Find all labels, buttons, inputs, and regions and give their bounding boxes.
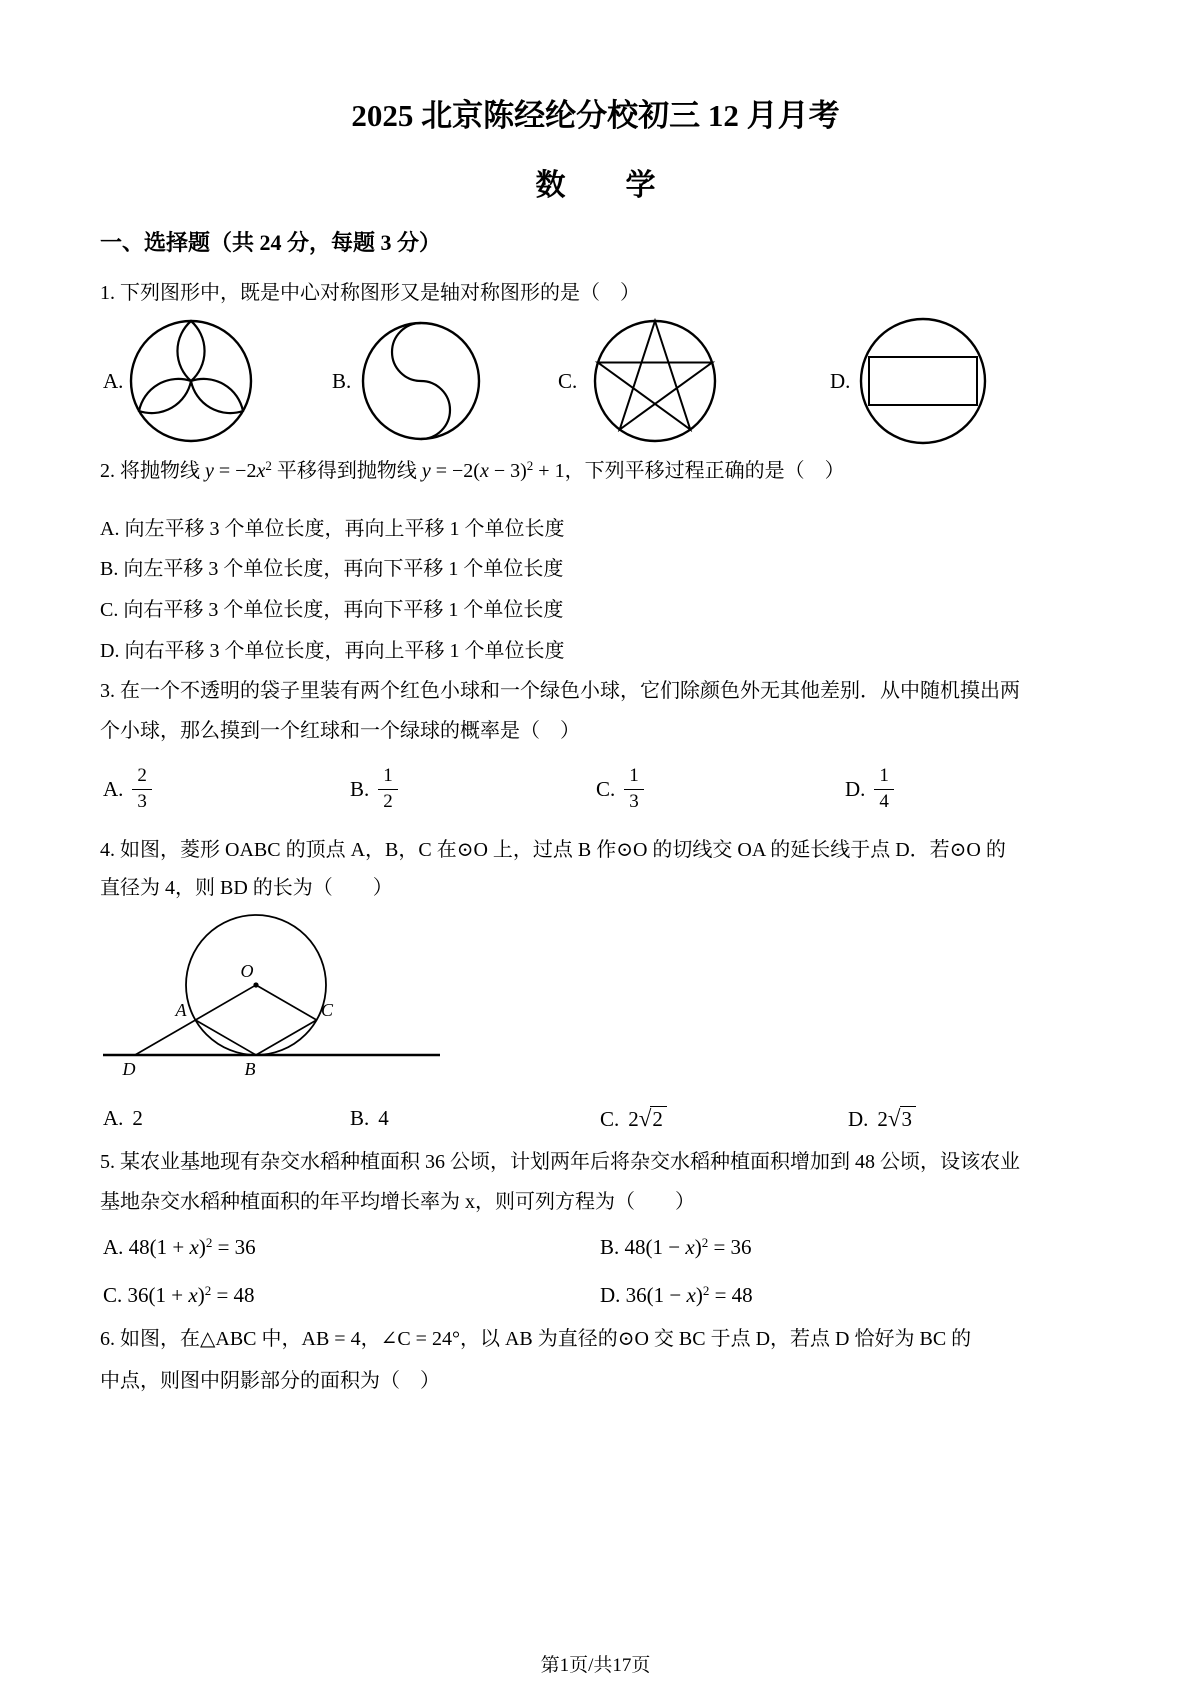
- q2-stem-mid: 平移得到抛物线: [271, 460, 422, 482]
- fraction-denominator: 4: [879, 790, 889, 812]
- q1-option-b-label: B.: [332, 369, 352, 393]
- radical-icon: √: [887, 1106, 901, 1131]
- q4-figure-label-O: O: [240, 961, 254, 981]
- q5-option-a-label: A.: [103, 1235, 124, 1259]
- q6-stem-line1: 6. 如图，在△ABC 中，AB = 4，∠C = 24°，以 AB 为直径的⊙O 交 BC 于点 D，若点 D 恰好为 BC 的: [100, 1328, 972, 1350]
- q4-option-d: [848, 1106, 916, 1132]
- q4-stem-line1: 4. 如图，菱形 OABC 的顶点 A，B，C 在⊙O 上，过点 B 作⊙O 的切线交 OA 的延长线于点 D．若⊙O 的: [100, 839, 1006, 861]
- fraction-numerator: 1: [624, 764, 644, 790]
- equation-lhs: 36(1 +: [127, 1283, 189, 1307]
- q4-option-c: [600, 1106, 667, 1132]
- q2-stem-suffix: ，下列平移过程正确的是（ ）: [564, 460, 845, 482]
- q2-eq4: + 1: [533, 460, 565, 482]
- equation-exponent: 2: [701, 1235, 709, 1250]
- q3-option-c-label: C.: [596, 776, 616, 801]
- sqrt-coefficient: 2: [628, 1107, 639, 1131]
- q2-var-y1: y: [205, 460, 214, 482]
- page-number: 第1页/共17页: [540, 1655, 651, 1676]
- equation-variable: x: [685, 1235, 695, 1259]
- q3-option-b: [350, 760, 398, 818]
- q5-option-a: [103, 1233, 256, 1261]
- q4-option-a-value: 2: [132, 1106, 143, 1130]
- q4-option-a-label: A.: [103, 1106, 124, 1130]
- equation-lhs: 48(1 +: [128, 1235, 190, 1259]
- q3-option-a-label: A.: [103, 776, 124, 801]
- q4-option-a: [103, 1106, 143, 1131]
- q1-option-a-label: A.: [103, 369, 124, 393]
- equation-variable: x: [189, 1235, 199, 1259]
- q3-option-b-label: B.: [350, 776, 370, 801]
- q6-stem-line2: 中点，则图中阴影部分的面积为（ ）: [100, 1370, 440, 1392]
- equation-variable: x: [686, 1283, 696, 1307]
- q1-option-d-label: D.: [830, 369, 851, 393]
- q5-stem-line2: 基地杂交水稻种植面积的年平均增长率为 x，则可列方程为（ ）: [100, 1191, 695, 1213]
- exam-title: 2025 北京陈经纶分校初三 12 月月考: [351, 98, 840, 133]
- equation-rhs: = 36: [708, 1235, 752, 1259]
- q5-stem-line1: 5. 某农业基地现有杂交水稻种植面积 36 公顷，计划两年后将杂交水稻种植面积增加到 48 公顷，设该农业: [100, 1151, 1020, 1173]
- equation-rhs: = 36: [212, 1235, 256, 1259]
- q3-option-d: [845, 760, 894, 818]
- radicand: 2: [650, 1106, 667, 1132]
- equation-close: ): [694, 1235, 702, 1259]
- q5-option-d-label: D.: [600, 1283, 621, 1307]
- fraction-numerator: 1: [874, 764, 894, 790]
- q3-option-c-fraction: [624, 764, 644, 814]
- q4-figure-circle-rhombus-tangent: [95, 903, 455, 1088]
- q3-option-d-fraction: [874, 764, 894, 814]
- q1-figure-d-rectangle-icon: [858, 316, 988, 446]
- q3-option-a: [103, 760, 152, 818]
- q1-stem: 1. 下列图形中，既是中心对称图形又是轴对称图形的是（ ）: [100, 282, 640, 304]
- q2-stem: [100, 458, 845, 485]
- q4-figure-label-D: D: [122, 1059, 136, 1079]
- q2-eq2: = −2(: [430, 460, 480, 482]
- q1-option-c-label: C.: [558, 369, 578, 393]
- q5-option-b: [600, 1233, 752, 1261]
- q4-figure-label-B: B: [244, 1059, 256, 1079]
- q5-option-b-label: B.: [600, 1235, 620, 1259]
- q2-stem-prefix: 2. 将抛物线: [100, 460, 205, 482]
- q1-figure-b-yinyang-icon: [360, 320, 482, 442]
- q2-eq1: = −2: [213, 460, 257, 482]
- section-heading: 一、选择题（共 24 分，每题 3 分）: [100, 230, 442, 255]
- sqrt-expression: [888, 1106, 916, 1132]
- exam-subject: 数 学: [535, 169, 656, 202]
- q2-option-c: C. 向右平移 3 个单位长度，再向下平移 1 个单位长度: [100, 599, 564, 621]
- equation-rhs: = 48: [211, 1283, 255, 1307]
- q4-option-c-label: C.: [600, 1106, 620, 1131]
- fraction-denominator: 3: [137, 790, 147, 812]
- fraction-denominator: 3: [629, 790, 639, 812]
- equation-variable: x: [188, 1283, 198, 1307]
- equation-lhs: 36(1 −: [625, 1283, 687, 1307]
- q3-option-d-label: D.: [845, 776, 866, 801]
- fraction-numerator: 2: [132, 764, 152, 790]
- q5-option-c-label: C.: [103, 1283, 123, 1307]
- fraction-denominator: 2: [383, 790, 393, 812]
- q3-option-c: [596, 760, 644, 818]
- q4-option-b-label: B.: [350, 1106, 370, 1130]
- equation-close: ): [695, 1283, 703, 1307]
- q4-option-d-value: [877, 1106, 916, 1132]
- radicand: 3: [900, 1106, 917, 1132]
- q2-eq3: − 3): [488, 460, 527, 482]
- q4-option-b-value: 4: [378, 1106, 389, 1130]
- equation-exponent: 2: [204, 1283, 212, 1298]
- equation-exponent: 2: [702, 1283, 710, 1298]
- equation-lhs: 48(1 −: [624, 1235, 686, 1259]
- q4-stem-line2: 直径为 4，则 BD 的长为（ ）: [100, 877, 393, 899]
- q4-option-d-label: D.: [848, 1106, 869, 1131]
- q2-var-y2: y: [421, 460, 431, 482]
- q1-figure-a-trefoil-icon: [128, 318, 254, 444]
- q2-option-a: A. 向左平移 3 个单位长度，再向上平移 1 个单位长度: [100, 518, 565, 540]
- q4-option-c-value: [628, 1106, 667, 1132]
- q3-option-a-fraction: [132, 764, 152, 814]
- equation-close: ): [198, 1235, 206, 1259]
- q2-exp1: 2: [265, 458, 272, 473]
- q2-exp2: 2: [526, 458, 534, 473]
- radical-icon: √: [638, 1106, 652, 1131]
- sqrt-expression: [639, 1106, 667, 1132]
- q2-option-d: D. 向右平移 3 个单位长度，再向上平移 1 个单位长度: [100, 640, 565, 662]
- q3-option-b-fraction: [378, 764, 398, 814]
- q4-option-b: [350, 1106, 389, 1131]
- equation-exponent: 2: [205, 1235, 213, 1250]
- equation-close: ): [197, 1283, 205, 1307]
- q4-figure-label-A: A: [175, 1000, 187, 1020]
- q2-var-x2: x: [479, 460, 489, 482]
- q4-figure-label-C: C: [320, 1000, 334, 1020]
- equation-rhs: = 48: [709, 1283, 753, 1307]
- q3-stem-line2: 个小球，那么摸到一个红球和一个绿球的概率是（ ）: [100, 720, 580, 742]
- q1-figure-c-pentagram-icon: [592, 318, 718, 444]
- q5-option-d: [600, 1281, 753, 1309]
- q2-option-b: B. 向左平移 3 个单位长度，再向下平移 1 个单位长度: [100, 558, 564, 580]
- q2-var-x1: x: [256, 460, 266, 482]
- q3-stem-line1: 3. 在一个不透明的袋子里装有两个红色小球和一个绿色小球，它们除颜色外无其他差别．从中随机摸出两: [100, 680, 1020, 702]
- fraction-numerator: 1: [378, 764, 398, 790]
- q5-option-c: [103, 1281, 255, 1309]
- sqrt-coefficient: 2: [877, 1107, 888, 1131]
